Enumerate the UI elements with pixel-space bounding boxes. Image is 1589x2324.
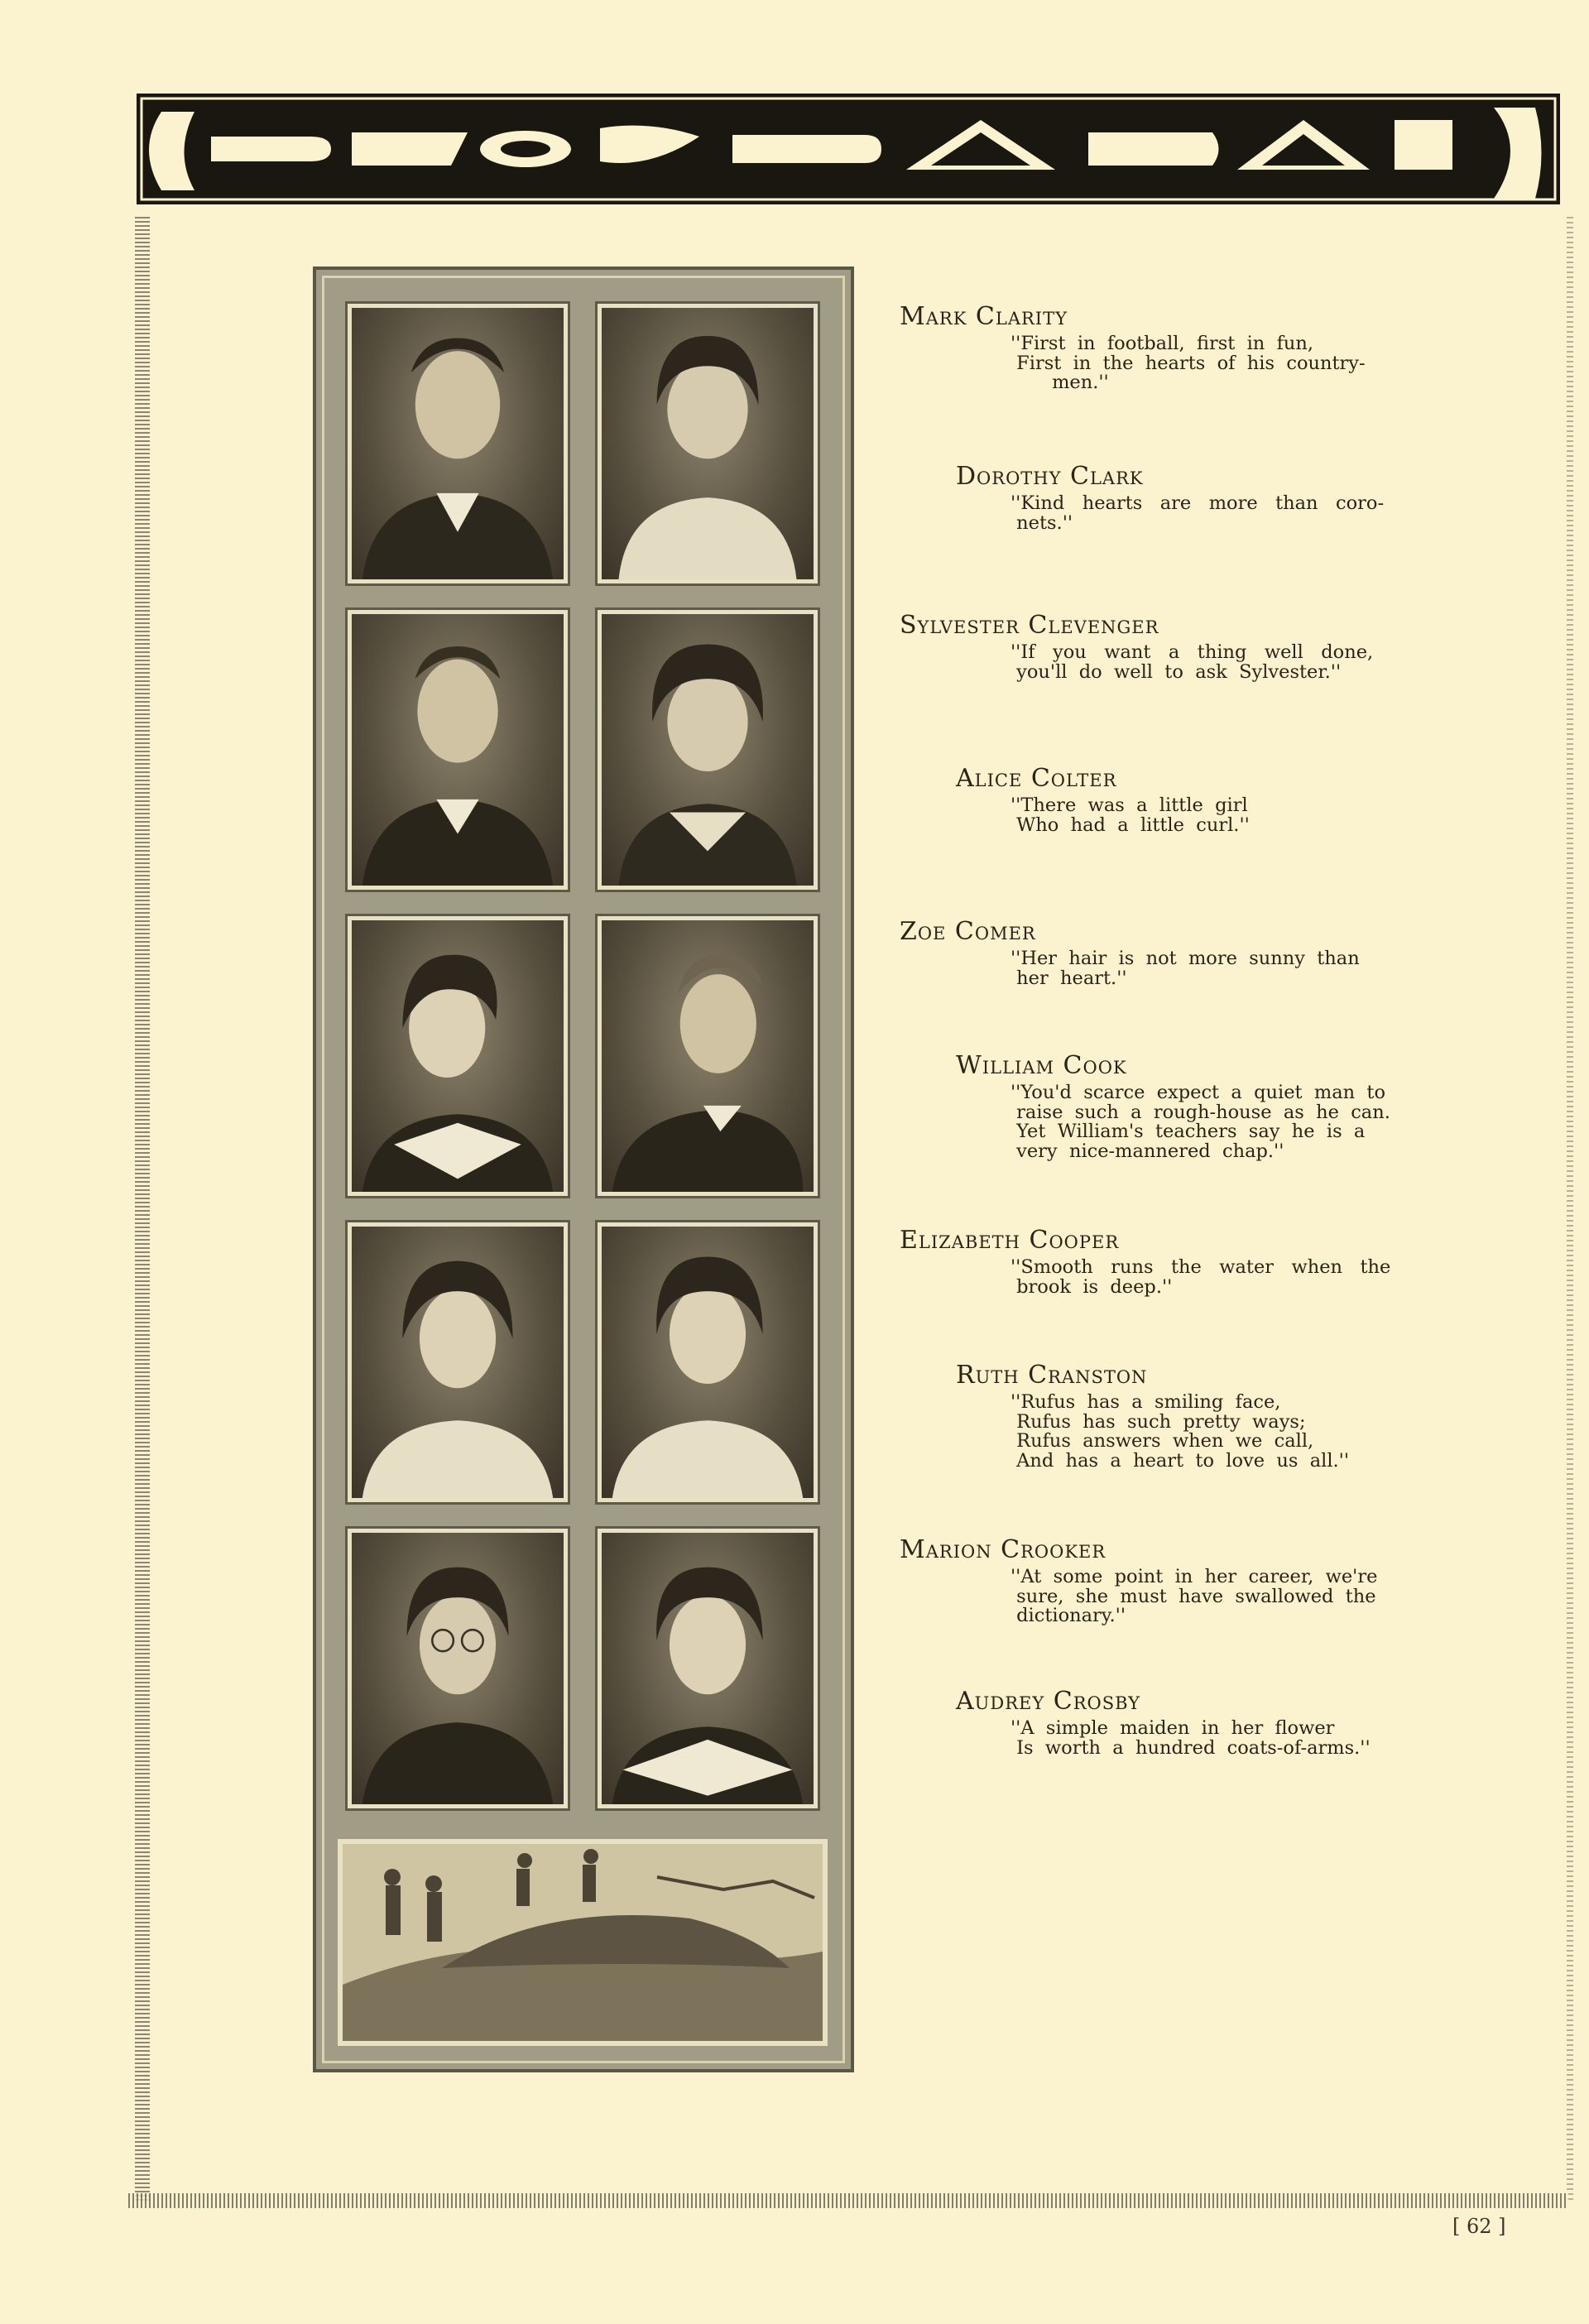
student-name: Ruth Cranston	[956, 1361, 1148, 1390]
student-name: William Cook	[956, 1051, 1127, 1080]
left-border-rule	[135, 217, 150, 2203]
senior-entry	[956, 764, 1250, 835]
portrait-photo	[346, 608, 569, 891]
portrait-photo	[596, 1527, 819, 1810]
student-quote: ''At some point in her career, we're sure, she must have swallowed the dictionary.''	[1011, 1566, 1378, 1626]
senior-entry	[956, 462, 1384, 533]
student-name: Sylvester Clevenger	[900, 611, 1159, 640]
senior-entry	[900, 302, 1366, 393]
student-quote: ''There was a little girl Who had a little curl.''	[1011, 795, 1250, 836]
student-quote: ''First in football, first in fun, First in the hearts of his country- men.''	[1011, 333, 1366, 393]
portrait-photo	[346, 915, 569, 1198]
senior-entry	[900, 917, 1360, 988]
student-name: Audrey Crosby	[956, 1687, 1141, 1716]
decorative-banner	[137, 87, 1560, 211]
senior-entry	[956, 1687, 1371, 1758]
student-name: Zoe Comer	[900, 917, 1036, 946]
bottom-border-rule	[128, 2193, 1568, 2208]
student-name: Elizabeth Cooper	[900, 1226, 1120, 1255]
portrait-photo	[596, 1221, 819, 1504]
student-quote: ''Kind hearts are more than coro- nets.''	[1011, 492, 1385, 534]
portrait-photo	[346, 1527, 569, 1810]
senior-entry	[956, 1361, 1349, 1471]
student-quote: ''If you want a thing well done, you'll do well to ask Sylvester.''	[1011, 641, 1374, 683]
senior-entry	[900, 1535, 1377, 1626]
right-border-rule	[1567, 217, 1573, 2203]
senior-entry	[900, 1226, 1390, 1297]
student-name: Mark Clarity	[900, 302, 1068, 331]
portrait-photo	[596, 302, 819, 585]
portrait-photo	[596, 608, 819, 891]
student-quote: ''Rufus has a smiling face, Rufus has such pretty ways; Rufus answers when we call, And has a heart to love us all.''	[1011, 1391, 1350, 1472]
student-quote: ''A simple maiden in her flower Is worth a hundred coats-of-arms.''	[1011, 1717, 1371, 1759]
portrait-photo	[596, 915, 819, 1198]
student-name: Dorothy Clark	[956, 462, 1144, 491]
senior-entry	[956, 1051, 1390, 1161]
student-name: Alice Colter	[956, 764, 1117, 793]
student-quote: ''Smooth runs the water when the brook is deep.''	[1011, 1256, 1391, 1298]
portrait-photo	[346, 1221, 569, 1504]
portrait-photo	[346, 302, 569, 585]
student-quote: ''Her hair is not more sunny than her heart.''	[1011, 948, 1360, 989]
page-number: [ 62 ]	[1452, 2215, 1506, 2238]
student-quote: ''You'd scarce expect a quiet man to raise such a rough-house as he can. Yet William's teachers say he is a very nice-mannered chap.''	[1011, 1082, 1390, 1162]
illustration-scene	[338, 1839, 828, 2046]
senior-entry	[900, 611, 1373, 682]
student-name: Marion Crooker	[900, 1535, 1107, 1564]
